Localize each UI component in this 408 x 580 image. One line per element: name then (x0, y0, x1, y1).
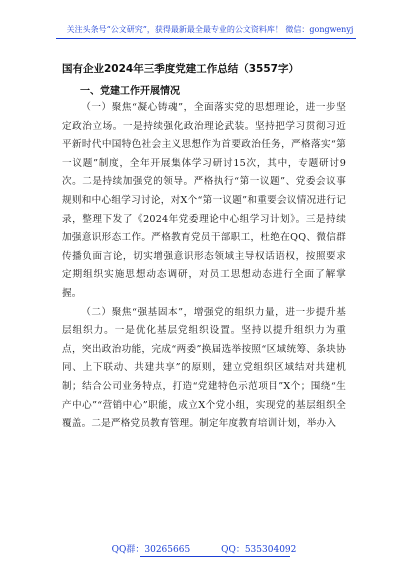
section-heading: 一、党建工作开展情况 (80, 86, 180, 97)
header-banner: 关注头条号“公文研究”，获得最新最全最专业的公文资料库！ 微信：gongwenyj (66, 25, 354, 34)
paragraph-1: （一）聚焦“凝心铸魂”，全面落实党的思想理论，进一步坚定政治立场。一是持续强化政治理论武装。坚持把学习贯彻习近平新时代中国特色社会主义思想作为首要政治任务，严格落实“第一议题”制度，全年开展集体学习研讨15次，其中，专题研讨9次。二是持续加强党的领导。严格执行“第一议题”、党委会议事规则和中心组学习讨论，对X个“第一议题”和重要会议情况进行记录，整理下发了《2024年党委理论中心组学习计划》。三是持续加强意识形态工作。严格教育党员干部职工，杜绝在QQ、微信群传播负面言论，切实增强意识形态领域主导权话语权，按照要求定期组织实施思想动态调研，对员工思想动态进行全面了解掌握。 (62, 102, 346, 299)
document-body (62, 99, 346, 434)
paragraph-2: （二）聚焦“强基固本”，增强党的组织力量，进一步提升基层组织力。一是优化基层党组织设置。坚持以提升组织力为重点，突出政治功能，完成“两委”换届选举按照“区域统筹、条块协同、上下联动、共建共享”的原则，建立党组织区域结对共建机制；结合公司业务特点，打造“党建特色示范项目”X个；围绕“生产中心”“营销中心”职能，成立X个党小组，实现党的基层组织全覆盖。二是严格党员教育管理。制定年度教育培训计划，举办入 (62, 306, 346, 430)
footer-qq-group: QQ群：30265665 (111, 545, 191, 555)
document-title: 国有企业2024年三季度党建工作总结（3557字） (62, 63, 299, 75)
footer-underline (140, 556, 290, 557)
footer-contact (0, 542, 408, 555)
footer-qq: QQ：535304092 (221, 545, 297, 555)
header-divider (56, 38, 356, 39)
